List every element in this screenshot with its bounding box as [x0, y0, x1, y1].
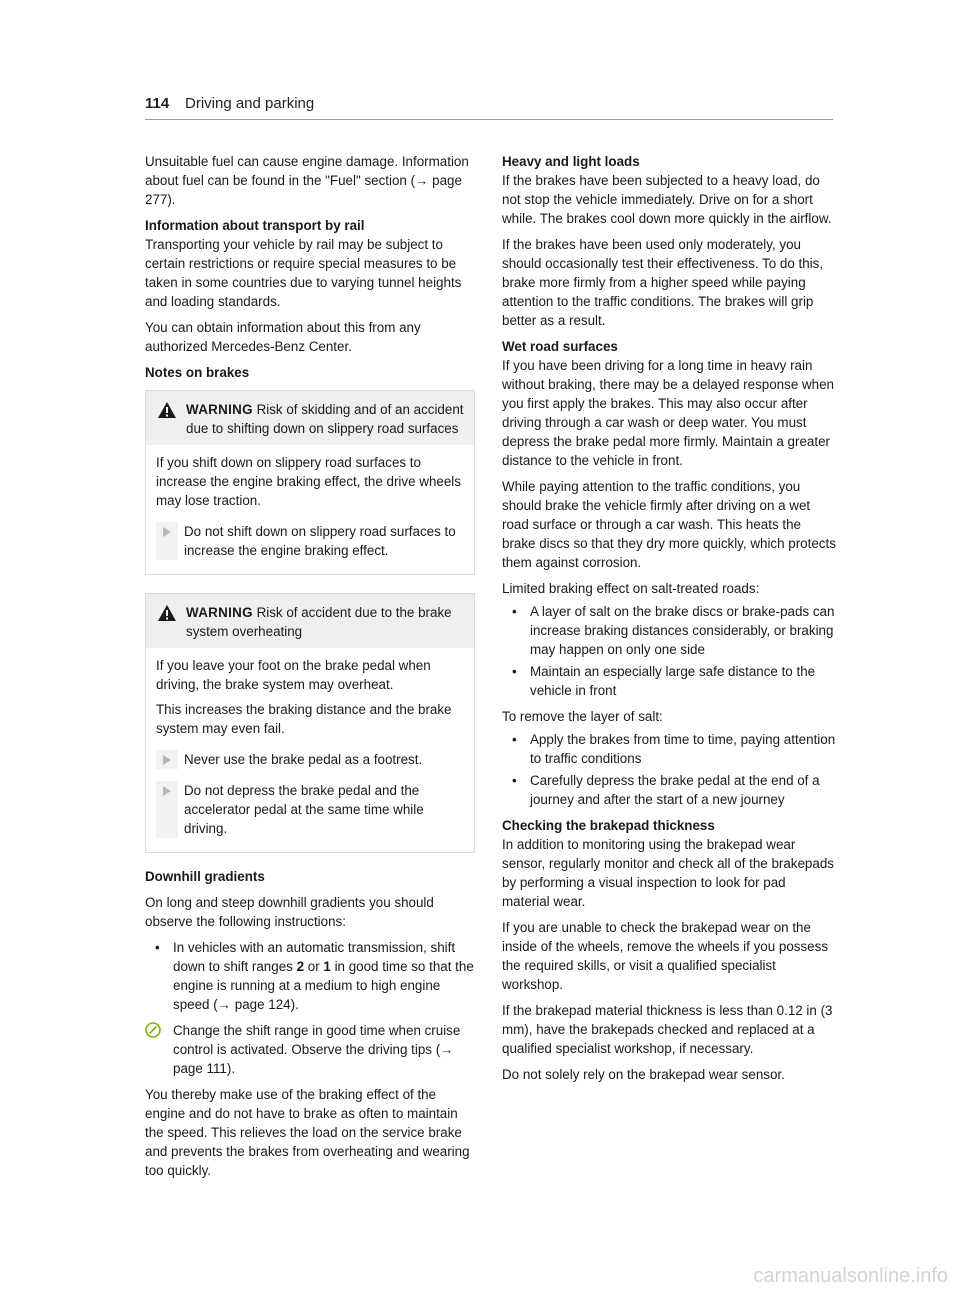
- downhill-heading: Downhill gradients: [145, 869, 265, 884]
- heavy-loads-paragraph: If the brakes have been used only moderately, you should occasionally test their effectiveness. To do this, brake more firmly from a higher speed while paying attention to the traffic conditions. The brakes will grip better as a result.: [502, 237, 824, 328]
- page-number: 114: [145, 95, 170, 112]
- warning-step: [156, 781, 464, 838]
- salt-intro: Limited braking effect on salt-treated roads:: [502, 581, 760, 596]
- step-arrow-icon: [163, 527, 171, 537]
- brakepad-heading: Checking the brakepad thickness: [502, 818, 715, 833]
- shift-range-2: 2: [296, 959, 305, 974]
- shift-range-1: 1: [323, 959, 331, 974]
- warning-label: WARNING: [186, 605, 253, 620]
- warning-triangle-icon: [157, 401, 177, 419]
- warning-triangle-icon: [157, 604, 177, 622]
- warning-body: [146, 648, 474, 852]
- brakepad-paragraph: If you are unable to check the brakepad wear on the inside of the wheels, remove the wheels if you possess the required skills, or visit a qualified specialist workshop.: [502, 920, 829, 992]
- step-arrow-icon: [163, 786, 171, 796]
- list-item: • Apply the brakes from time to time, paying attention to traffic conditions: [502, 730, 836, 768]
- list-item: [145, 938, 475, 1014]
- step-text: Do not depress the brake pedal and the accelerator pedal at the same time while driving.: [184, 783, 424, 836]
- warning-box-overheating: [145, 593, 475, 853]
- downhill-list: [145, 938, 475, 1014]
- info-note-icon: [145, 1022, 161, 1038]
- step-arrow-icon: [163, 755, 171, 765]
- remove-salt-list: [502, 730, 836, 809]
- list-item: • A layer of salt on the brake discs or brake-pads can increase braking distances considerably, or braking may happen on only one side: [502, 602, 836, 659]
- wet-roads-heading: Wet road surfaces: [502, 339, 618, 354]
- wet-roads-paragraph: While paying attention to the traffic conditions, you should brake the vehicle firmly after driving on a wet road surface or through a car wash. This heats the brake discs so that they dry more quickly, which protects them against corrosion.: [502, 479, 836, 570]
- fuel-note: Unsuitable fuel can cause engine damage. Information about fuel can be found in the "Fuel" section (→ page 277).: [145, 154, 469, 207]
- warning-header: [146, 594, 474, 648]
- heavy-loads-heading: Heavy and light loads: [502, 154, 640, 169]
- left-column: [145, 152, 475, 1187]
- page-header: [145, 95, 833, 120]
- warning-title: Risk of accident due to the brake system overheating: [186, 605, 452, 639]
- warning-step: [156, 522, 464, 560]
- heavy-loads-paragraph: If the brakes have been subjected to a heavy load, do not stop the vehicle immediately. Drive on for a short while. The brakes cool down more quickly in the airflow.: [502, 173, 832, 226]
- downhill-paragraph: You thereby make use of the braking effect of the engine and do not have to brake as often to maintain the speed. This relieves the load on the service brake and prevents the brakes from overheating and wearing too quickly.: [145, 1087, 470, 1178]
- downhill-paragraph: On long and steep downhill gradients you should observe the following instructions:: [145, 895, 434, 929]
- warning-box-skidding: [145, 390, 475, 575]
- brakepad-paragraph: Do not solely rely on the brakepad wear sensor.: [502, 1067, 785, 1082]
- brakes-heading: Notes on brakes: [145, 365, 250, 380]
- transport-paragraph: Transporting your vehicle by rail may be subject to certain restrictions or require special measures to be taken in some countries due to varying tunnel heights and loading standards.: [145, 237, 462, 309]
- warning-title: Risk of skidding and of an accident due to shifting down on slippery road surfaces: [186, 402, 464, 436]
- warning-step: [156, 750, 464, 769]
- watermark: carmanualsonline.info: [753, 1265, 948, 1287]
- warning-text: If you leave your foot on the brake pedal when driving, the brake system may overheat.: [156, 658, 431, 692]
- step-text: Never use the brake pedal as a footrest.: [184, 752, 423, 767]
- remove-salt-intro: To remove the layer of salt:: [502, 709, 663, 724]
- warning-label: WARNING: [186, 402, 253, 417]
- list-item: • Carefully depress the brake pedal at the end of a journey and after the start of a new journey: [502, 771, 836, 809]
- wet-roads-paragraph: If you have been driving for a long time in heavy rain without braking, there may be a delayed response when you first apply the brakes. This may also occur after driving through a car wash or deep water. You must depress the brake pedal more firmly. Maintain a greater distance to the vehicle in front.: [502, 358, 834, 468]
- transport-contact: You can obtain information about this from any authorized Mercedes-Benz Center.: [145, 320, 421, 354]
- warning-header: [146, 391, 474, 445]
- section-title: Driving and parking: [185, 95, 315, 112]
- warning-body: [146, 445, 474, 574]
- brakepad-paragraph: If the brakepad material thickness is less than 0.12 in (3 mm), have the brakepads checked and replaced at a qualified specialist workshop, if necessary.: [502, 1003, 833, 1056]
- salt-list: [502, 602, 836, 700]
- list-item-text: in good time so that the engine is running at a medium to high engine speed (→ page 124).: [173, 959, 474, 1012]
- step-text: Do not shift down on slippery road surfaces to increase the engine braking effect.: [184, 524, 456, 558]
- list-item-text: In vehicles with an automatic transmission, shift down to shift ranges: [173, 940, 456, 974]
- brakepad-paragraph: In addition to monitoring using the brakepad wear sensor, regularly monitor and check all of the brakepads by performing a visual inspection to look for pad material wear.: [502, 837, 834, 909]
- note-text: Change the shift range in good time when cruise control is activated. Observe the driving tips (→ page 111).: [173, 1023, 461, 1076]
- note: [145, 1021, 475, 1078]
- transport-heading: Information about transport by rail: [145, 218, 365, 233]
- right-column: [502, 152, 836, 1091]
- list-item-text: or: [304, 959, 324, 974]
- warning-text: This increases the braking distance and the brake system may even fail.: [156, 702, 452, 736]
- warning-text: If you shift down on slippery road surfaces to increase the engine braking effect, the drive wheels may lose traction.: [156, 455, 461, 508]
- list-item: • Maintain an especially large safe distance to the vehicle in front: [502, 662, 836, 700]
